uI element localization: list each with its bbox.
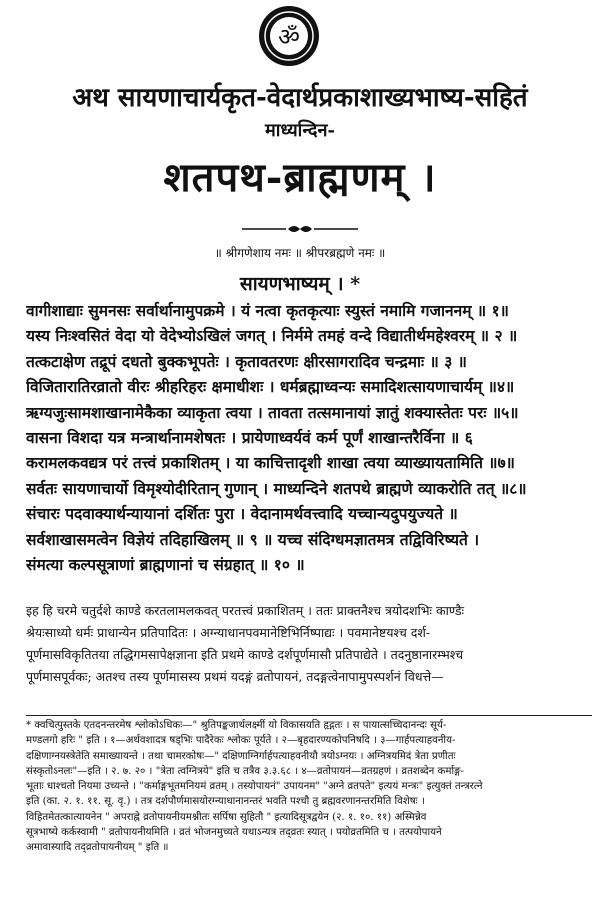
footnote-line: * क्वचित्पुस्तके एतदनन्तरमेष श्लोकोऽधिकः—" श्रुतिपङ्कजार्थलक्ष्मीं यो विकासयति हृद्गतः । स पायात्सच्चिदानन्दः सूर्य-	[26, 720, 447, 731]
verse-line: सर्वशाखासमत्वेन विज्ञेयं तदिहाखिलम् ॥ ९ ॥ यच्च संदिग्धमज्ञातमत्र तद्विविरिष्यते ।	[26, 529, 480, 549]
footnote-line: अमावास्यादि तद्व्रतोपायनीयम् " इति ॥	[26, 842, 169, 854]
title-line-2: माध्यन्दिन-	[265, 120, 335, 141]
footnote-divider	[26, 715, 592, 716]
ornament-divider	[240, 222, 360, 236]
section-heading: सायणभाष्यम् । *	[239, 273, 361, 295]
footnote-line: दक्षिणाग्नयस्त्रेतेति समाख्यायन्ते । तथा चामरकोषः—" दक्षिणाग्निर्गार्हपत्याहवनीयौ त्रयोऽग्नयः । अग्नित्रयमिदं त्रेता प्रणीतः	[26, 750, 456, 762]
footnotes	[26, 718, 592, 856]
title-line-1: अथ सायणाचार्यकृत-वेदार्थप्रकाशाख्यभाष्य-सहितं	[72, 83, 528, 113]
commentary-line: श्रेयःसाध्यो धर्मः प्राधान्येन प्रतिपादितः । अग्न्याधानपवमानेष्टिभिर्निष्पाद्यः । पवमानेष्टयश्च दर्श-	[26, 625, 431, 640]
verse-list	[26, 298, 586, 577]
commentary-line: इह हि चरमे चतुर्दशे काण्डे करतलामलकवत् परतत्त्वं प्रकाशितम् । ततः प्राक्तनैश्च त्रयोदशभिः काण्डैः	[26, 603, 465, 618]
verse-line: संमत्या कल्पसूत्राणां ब्राह्मणानां च संग्रहात् ॥ १० ॥	[26, 554, 305, 574]
verse-line: तत्कटाक्षेण तद्रूपं दधतो बुक्कभूपतेः । कृतावतरणः क्षीरसागरादिव चन्द्रमाः ॥ ३ ॥	[26, 351, 467, 371]
verse-line: सर्वतः सायणाचार्यो विमृश्योदीरितान् गुणान् । माध्यन्दिने शतपथे ब्राह्मणे व्याकरोति तत् ॥८॥	[26, 478, 527, 498]
commentary-line: पूर्णमासविकृतितया तद्धिगमसापेक्षज्ञाना इति प्रथमे काण्डे दर्शपूर्णमासौ प्रतिपाद्येते । तदनुष्ठानारम्भश्च	[26, 647, 464, 662]
verse-line: वागीशाद्याः सुमनसः सर्वार्थानामुपक्रमे । यं नत्वा कृतकृत्याः स्युस्तं नमामि गजाननम् ॥ १॥	[26, 301, 509, 320]
verse-line: विजितारातिरव्रातो वीरः श्रीहरिहरः क्षमाधीशः । धर्मब्रह्माध्वन्यः समादिशत्सायणाचार्यम् ॥४॥	[26, 377, 515, 397]
verse-line: करामलकवद्यत्र परं तत्त्वं प्रकाशितम् । या काचित्तादृशी शाखा त्वया व्याख्यायतामिति ॥७॥	[26, 453, 515, 473]
commentary-paragraph	[26, 600, 592, 688]
verse-line: यस्य निःश्वसितं वेदा यो वेदेभ्योऽखिलं जगत् । निर्ममे तमहं वन्दे विद्यातीर्थमहेश्वरम् ॥ २ ॥	[26, 326, 518, 346]
om-emblem	[257, 4, 321, 68]
title-line-3: शतपथ-ब्राह्मणम् ।	[163, 154, 437, 201]
footnote-line: मण्डलगो हरिः " इति । १—अर्थवशादत्र षड्भिः पादैरेकः श्लोकः पूर्यते । २—बृहदारण्यकोपनिषदि । ३—गार्हपत्याहवनीय-	[26, 735, 456, 747]
verse-line: संचारः पदवाक्यार्थन्यायानां दर्शितः पुरा । वेदानामर्थवत्त्वादि यच्चान्यदुपयुज्यते ॥	[26, 504, 458, 524]
footnote-line: संस्कृतोऽनलः"—इति । २. ७. २० । "त्रेता त्वग्नित्रये" इति च तत्रैव ३.३.६८ । ४—व्रतोपायनं—व्रतग्रहणं । व्रतशब्देन कर्माङ्ग-	[26, 765, 464, 777]
commentary-line: पूर्णमासपूर्वकः; अतश्च तस्य पूर्णमासस्य प्रथमं यदङ्गं व्रतोपायनं, तदङ्गत्वेनापामुपस्पर्शनं विधत्ते—	[26, 669, 444, 684]
invocation: ॥ श्रीगणेशाय नमः ॥ श्रीपरब्रह्मणे नमः ॥	[214, 246, 386, 260]
footnote-line: सूत्रभाष्ये कर्कस्वामी " व्रतोपायनीयमिति । व्रतं भोजनमुच्यते यथाऽन्यत्र तद्व्रतः स्यात् । पयोव्रतमिति च । तत्पयोपायने	[26, 827, 442, 839]
om-symbol: ॐ	[278, 23, 300, 51]
verse-line: वासना विशदा यत्र मन्त्रार्थानामशेषतः । प्रायेणाध्वर्यवं कर्म पूर्णं शाखान्तरैर्विना ॥ ६	[26, 427, 473, 447]
footnote-line: भूताः धाश्चतो नियमा उच्यन्ते । "कर्माङ्गभूतमनियमं व्रतम् । तस्योपायनं" उपायनम" "अग्ने व्रतपते" इत्ययं मन्त्रः" इत्युक्तं तन्त्ररत्ने	[26, 781, 483, 793]
footnote-line: इति (का. २. १. ११. सू. वृ.) । तत्र दर्शपौर्णमासयोरग्न्याधानानन्तरं भवति पश्चौ तु ब्रह्मवरणानन्तरमिति विशेषः ।	[26, 796, 425, 808]
footnote-line: विहितमेतत्कात्यायनेन " अपराह्ने व्रतोपायनीयमश्नीतः सर्पिषा सुहितौ " इत्यादिसूत्रद्वयेन (२. १. १०. ११) अस्मिन्नेव	[26, 811, 427, 823]
verse-line: ऋग्यजुःसामशाखानामेकैका व्याकृता त्वया । तावता तत्समानायां ज्ञातुं शक्यास्तेतः परः ॥५॥	[26, 402, 519, 422]
